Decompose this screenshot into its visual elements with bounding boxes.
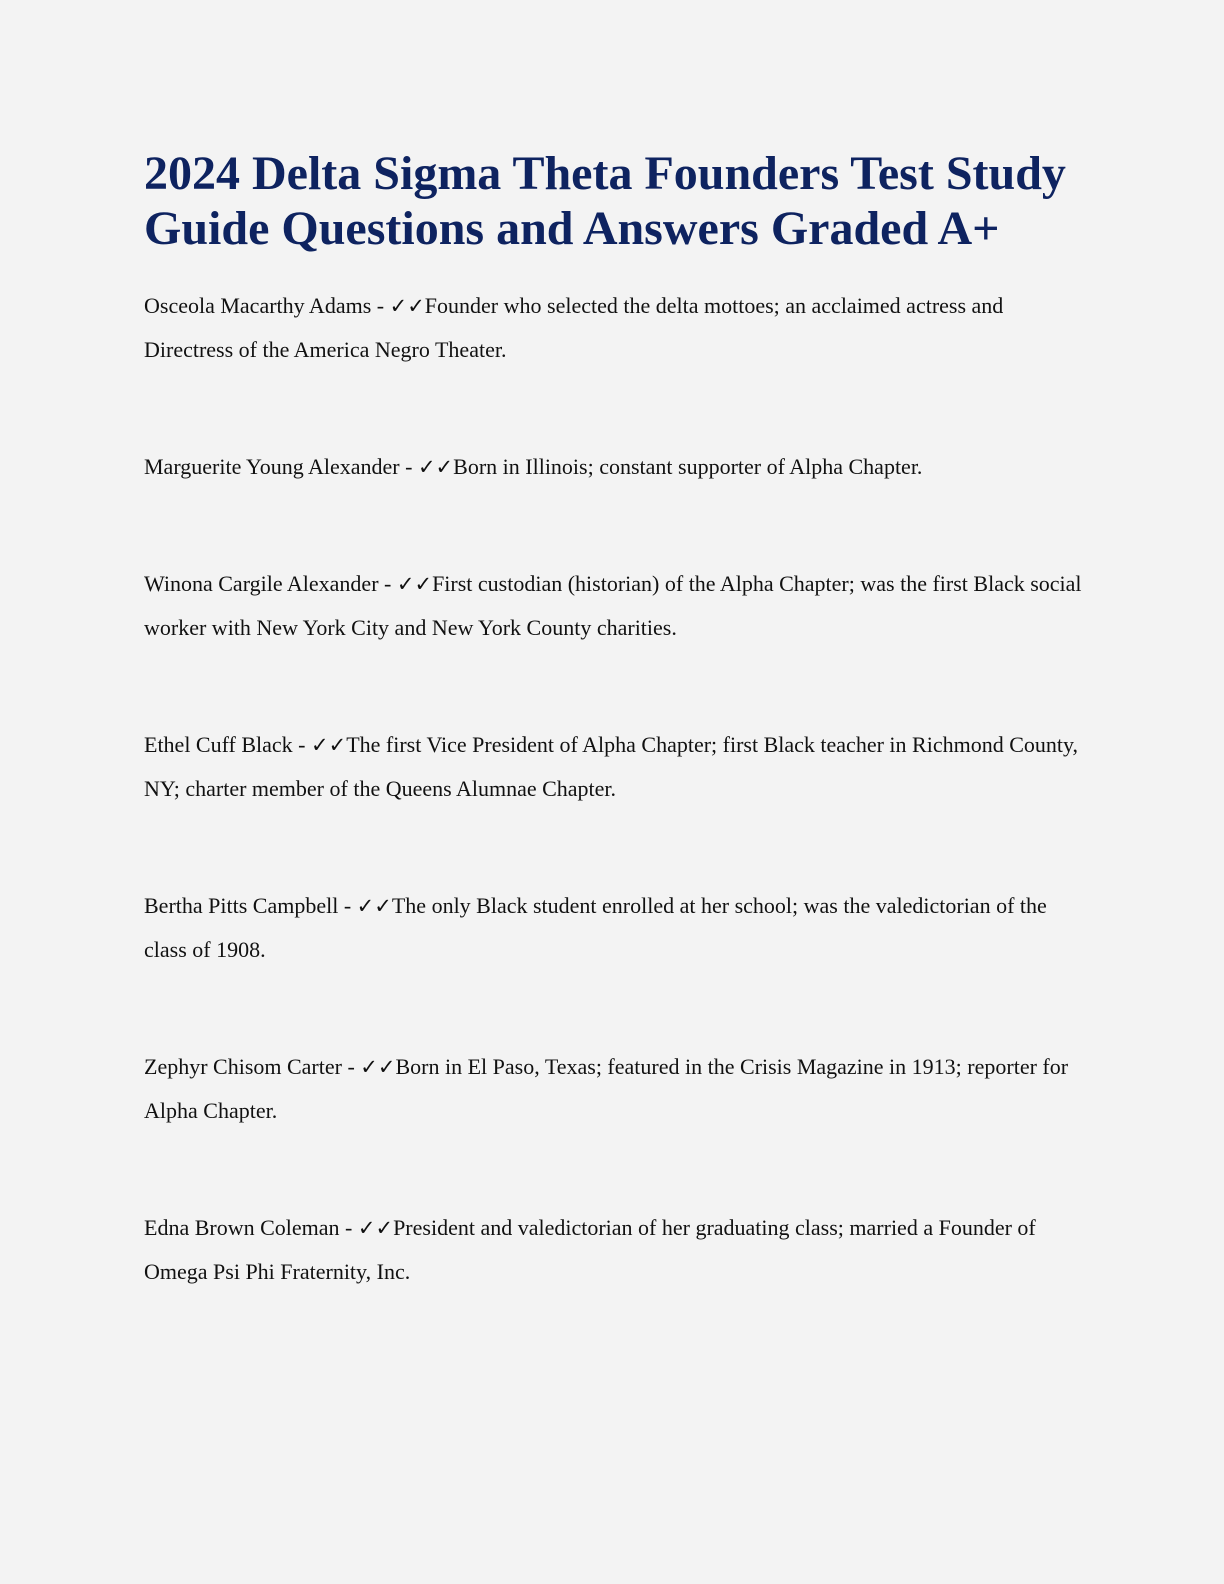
double-check-icon: ✓✓ bbox=[389, 294, 425, 318]
entry-separator: - bbox=[338, 893, 357, 918]
double-check-icon: ✓✓ bbox=[417, 455, 454, 479]
entry-separator: - bbox=[341, 1054, 361, 1079]
double-check-icon: ✓✓ bbox=[396, 572, 433, 596]
entry-separator: - bbox=[292, 732, 311, 757]
entry-answer: President and valedictorian of her graduating class; married a Founder of Omega Psi Phi Fraternity, Inc. bbox=[144, 1215, 1036, 1284]
entry-term: Ethel Cuff Black bbox=[144, 732, 293, 757]
list-item bbox=[144, 284, 1089, 372]
entry-answer: The only Black student enrolled at her school; was the valedictorian of the class of 1908. bbox=[144, 893, 1047, 962]
list-item bbox=[144, 1045, 1089, 1133]
double-check-icon: ✓✓ bbox=[311, 733, 347, 757]
document-page bbox=[144, 146, 1089, 1367]
double-check-icon: ✓✓ bbox=[357, 1216, 394, 1240]
list-item bbox=[144, 562, 1089, 650]
page-title: 2024 Delta Sigma Theta Founders Test Study Guide Questions and Answers Graded A+ bbox=[144, 147, 1066, 255]
entry-term: Winona Cargile Alexander bbox=[144, 571, 379, 596]
double-check-icon: ✓✓ bbox=[356, 894, 392, 918]
entry-answer: Founder who selected the delta mottoes; an acclaimed actress and Directress of the America Negro Theater. bbox=[144, 293, 1004, 362]
list-item bbox=[144, 1206, 1089, 1294]
list-item bbox=[144, 723, 1089, 811]
entry-answer: Born in Illinois; constant supporter of Alpha Chapter. bbox=[453, 454, 923, 479]
entry-term: Zephyr Chisom Carter bbox=[144, 1054, 342, 1079]
entry-separator: - bbox=[399, 454, 418, 479]
entry-term: Edna Brown Coleman bbox=[144, 1215, 340, 1240]
entry-term: Marguerite Young Alexander bbox=[144, 454, 400, 479]
entry-list bbox=[144, 284, 1089, 1294]
entry-answer: The first Vice President of Alpha Chapter; first Black teacher in Richmond County, NY; charter member of the Queens Alumnae Chapter. bbox=[144, 732, 1079, 801]
list-item bbox=[144, 445, 1089, 489]
entry-answer: First custodian (historian) of the Alpha Chapter; was the first Black social worker with New York City and New York County charities. bbox=[144, 571, 1082, 640]
entry-separator: - bbox=[378, 571, 397, 596]
entry-separator: - bbox=[371, 293, 390, 318]
entry-term: Osceola Macarthy Adams bbox=[144, 293, 372, 318]
entry-term: Bertha Pitts Campbell bbox=[144, 893, 339, 918]
double-check-icon: ✓✓ bbox=[360, 1055, 396, 1079]
entry-answer: Born in El Paso, Texas; featured in the Crisis Magazine in 1913; reporter for Alpha Chapter. bbox=[144, 1054, 1069, 1123]
entry-separator: - bbox=[339, 1215, 358, 1240]
list-item bbox=[144, 884, 1089, 972]
